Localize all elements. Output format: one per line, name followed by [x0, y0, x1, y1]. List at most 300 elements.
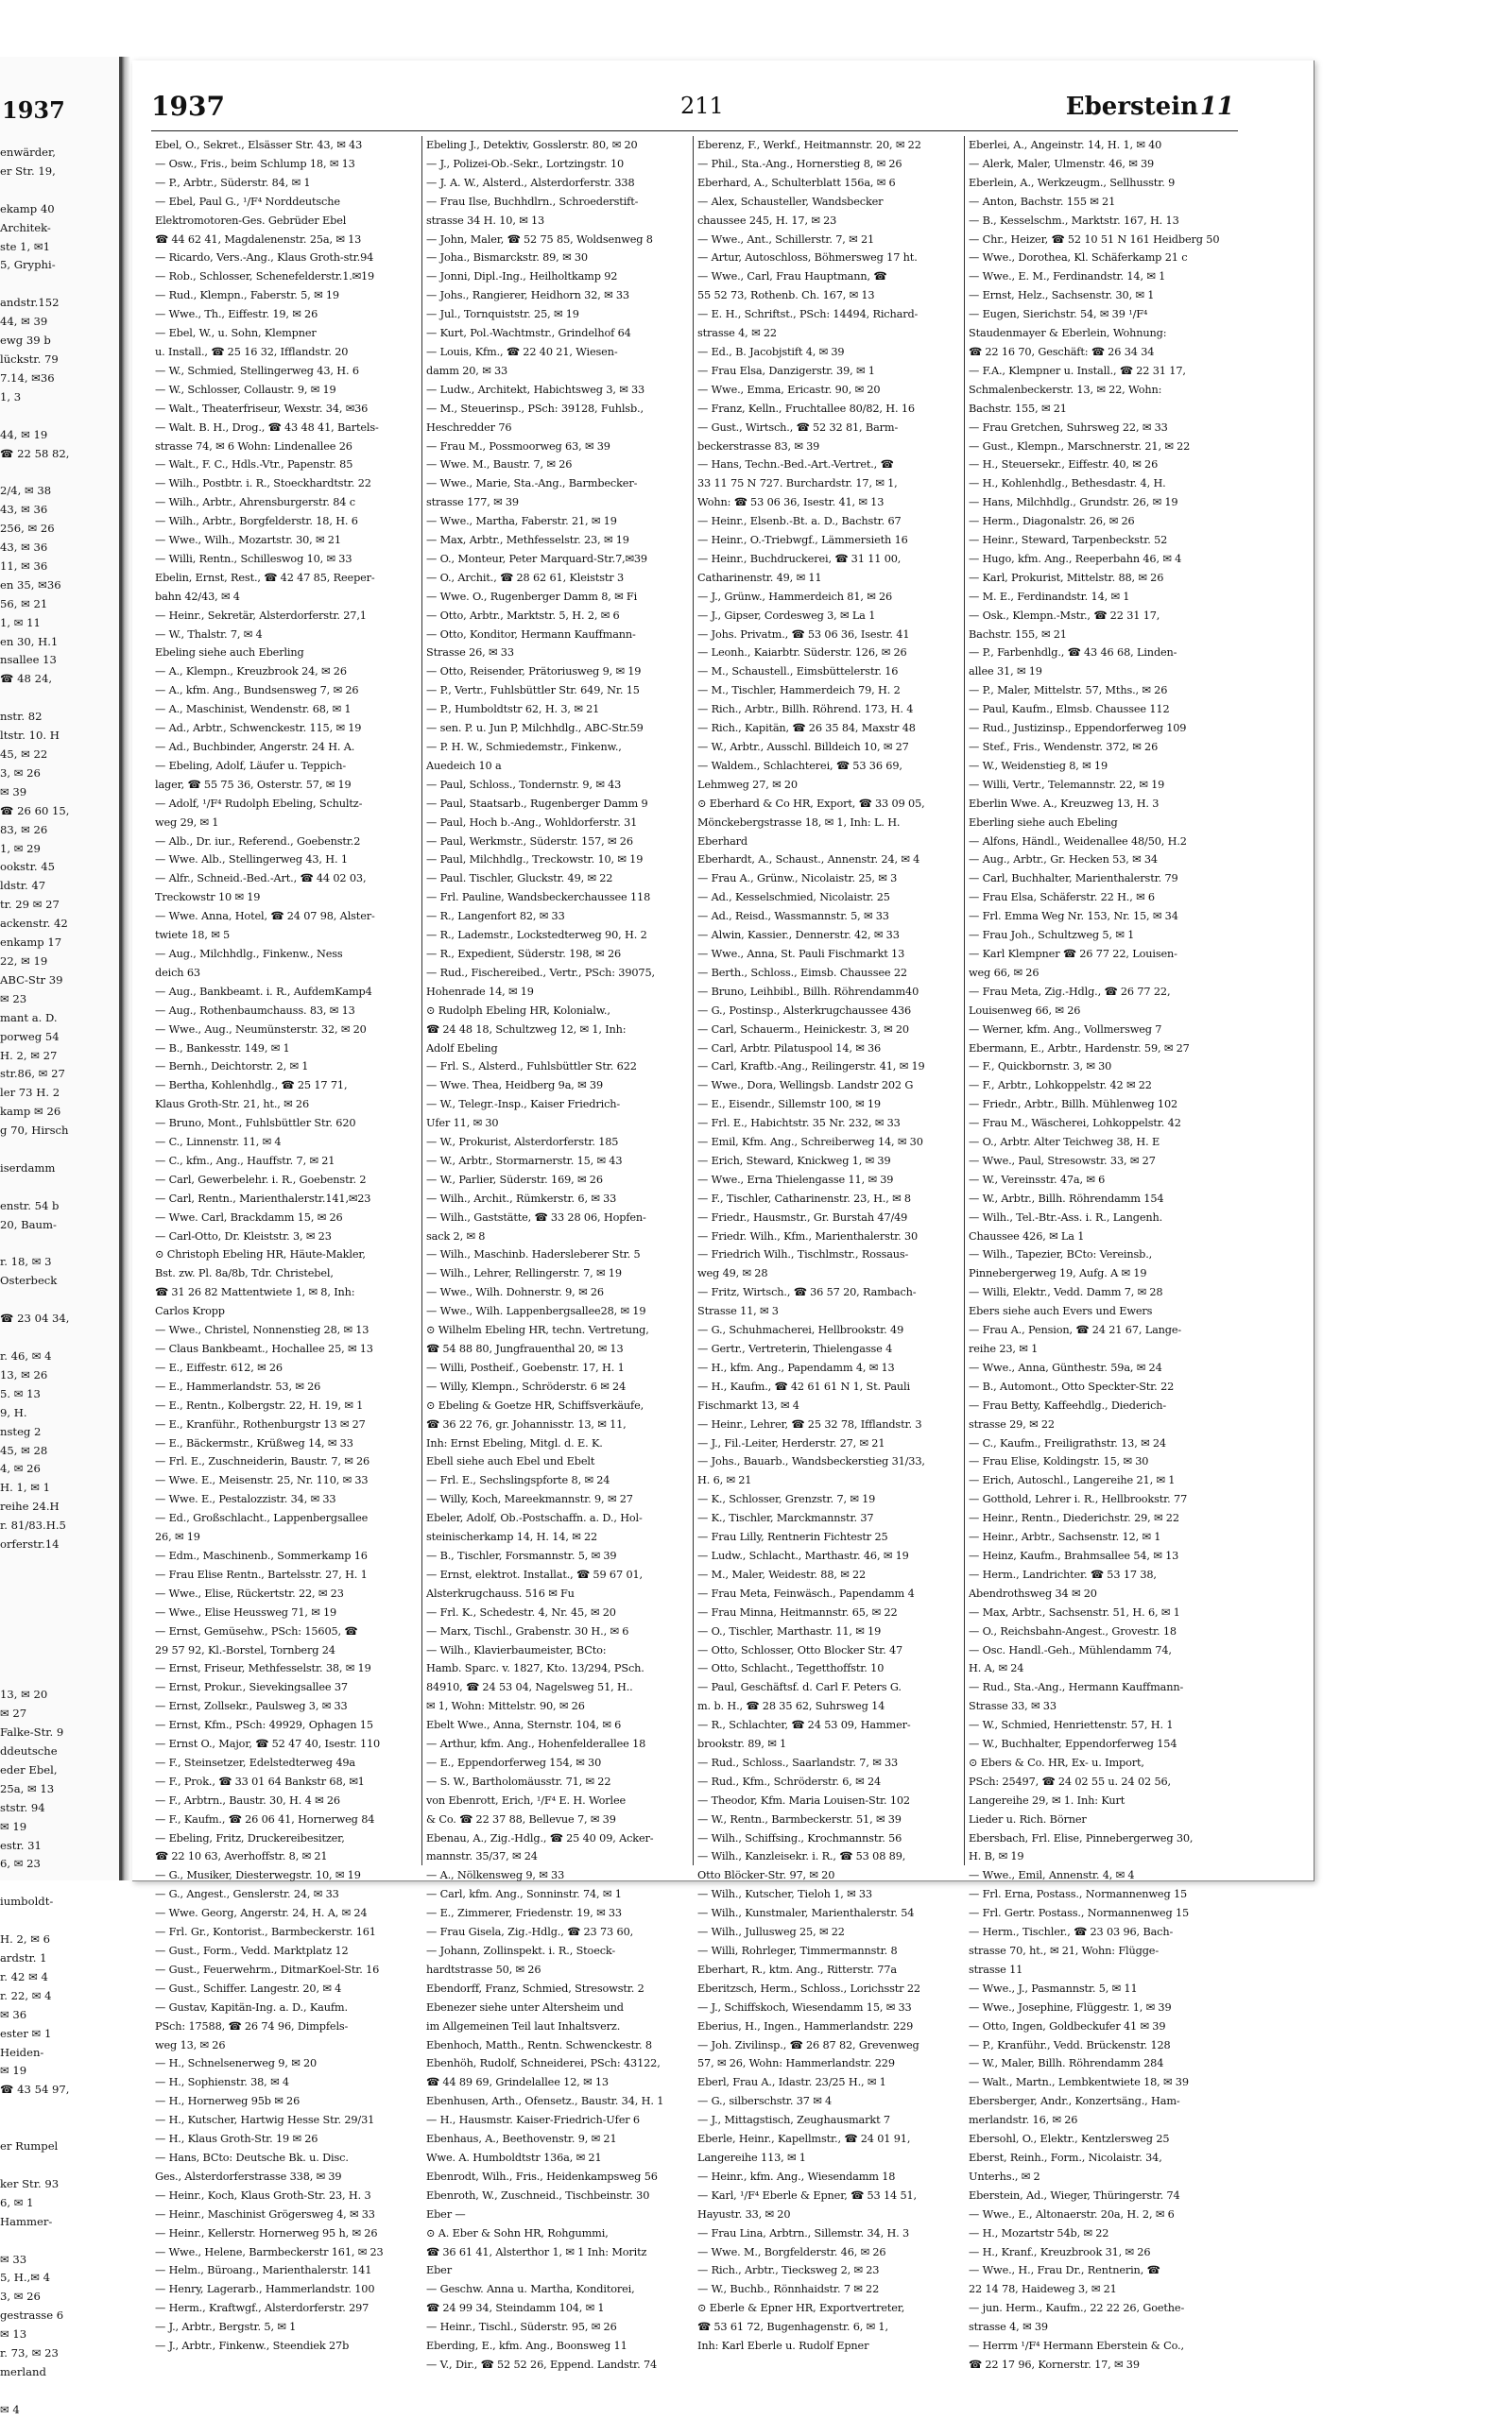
directory-entry-line: — J., Fil.-Leiter, Herderstr. 27, ✉ 21 [697, 1436, 885, 1450]
directory-entry-line: — W., Schmied, Henriettenstr. 57, H. 1 [969, 1719, 1174, 1732]
previous-page-line [0, 1592, 115, 1611]
previous-page-line: merland [0, 2364, 46, 2378]
previous-page-line: r. 73, ✉ 23 [0, 2346, 59, 2360]
directory-entry-line: — Arthur, kfm. Ang., Hohenfelderallee 18 [426, 1738, 646, 1751]
directory-entry-line: strasse 34 H. 10, ✉ 13 [426, 214, 545, 227]
previous-page-line: 7.14, ✉36 [0, 370, 55, 385]
directory-entry-line: — Jonni, Dipl.-Ing., Heilholtkamp 92 [426, 270, 618, 283]
directory-entry-line: — Frl. E., Habichtstr. 35 Nr. 232, ✉ 33 [697, 1117, 901, 1130]
directory-entry-line: von Ebenrott, Erich, ¹/F⁴ E. H. Worlee [426, 1794, 627, 1807]
directory-entry-line: Strasse 11, ✉ 3 [697, 1305, 779, 1318]
directory-entry-line: — Friedr. Wilh., Kfm., Marienthalerstr. 30 [697, 1229, 919, 1243]
directory-entry-line: — John, Maler, ☎ 52 75 85, Woldsenweg 8 [426, 232, 653, 246]
directory-entry-line: m. b. H., ☎ 28 35 62, Suhrsweg 14 [697, 1700, 885, 1713]
directory-entry-line: u. Install., ☎ 25 16 32, Ifflandstr. 20 [155, 345, 349, 358]
previous-page-line: 5, Gryphi- [0, 258, 56, 272]
directory-entry-line: — Ludw., Architekt, Habichtsweg 3, ✉ 33 [426, 383, 645, 396]
directory-entry-line: — Marx, Tischl., Grabenstr. 30 H., ✉ 6 [426, 1624, 629, 1638]
directory-entry-line: — Ernst, Kfm., PSch: 49929, Ophagen 15 [155, 1719, 373, 1732]
previous-page-edge [0, 57, 121, 2416]
directory-entry-line: ☎ 54 88 80, Jungfrauenthal 20, ✉ 13 [426, 1343, 624, 1355]
directory-entry-line: Ufer 11, ✉ 30 [426, 1117, 499, 1130]
directory-entry-line: Inh: Karl Eberle u. Rudolf Epner [697, 2340, 869, 2353]
previous-page-line: 5, H.,✉ 4 [0, 2271, 51, 2285]
directory-entry-line: strasse 74, ✉ 6 Wohn: Lindenallee 26 [155, 439, 352, 453]
directory-entry-line: H. B, ✉ 19 [969, 1850, 1024, 1863]
directory-entry-line: Ebers siehe auch Evers und Ewers [969, 1305, 1153, 1318]
previous-page-line: ✉ 39 [0, 784, 27, 798]
directory-entry-line: Eberhard [697, 834, 748, 848]
directory-entry-line: — W., Rentn., Barmbeckerstr. 51, ✉ 39 [697, 1812, 902, 1826]
directory-entry-line: ☎ 36 22 76, gr. Johannisstr. 13, ✉ 11, [426, 1417, 627, 1431]
directory-entry-line: Eberst, Reinh., Form., Nicolaistr. 34, [969, 2151, 1162, 2164]
directory-entry-line: — Wwe., Dorothea, Kl. Schäferkamp 21 c [969, 251, 1188, 265]
previous-page-line: ✉ 23 [0, 991, 27, 1005]
previous-page-line [0, 1573, 115, 1592]
directory-entry-line: — R., Lademstr., Lockstedterweg 90, H. 2 [426, 929, 647, 942]
previous-page-line: kamp ✉ 26 [0, 1105, 61, 1119]
directory-entry-line: — Frl. E., Zuschneiderin, Baustr. 7, ✉ 26 [155, 1455, 370, 1468]
directory-entry-line: strasse 177, ✉ 39 [426, 496, 519, 509]
directory-entry-line: Catharinenstr. 49, ✉ 11 [697, 571, 822, 584]
directory-entry-line: — Ernst, Gemüsehw., PSch: 15605, ☎ [155, 1624, 358, 1638]
previous-page-line [0, 275, 115, 294]
previous-page-line: str.86, ✉ 27 [0, 1067, 65, 1081]
previous-page-line [0, 1874, 115, 1893]
directory-entry-line: — Joh. Zivilinsp., ☎ 26 87 82, Grevenweg [697, 2038, 919, 2051]
previous-page-line: ☎ 22 58 82, [0, 446, 70, 460]
directory-entry-line: — W., Vereinsstr. 47a, ✉ 6 [969, 1173, 1106, 1186]
directory-entry-line: — Wwe., Helene, Barmbeckerstr 161, ✉ 23 [155, 2245, 384, 2258]
directory-entry-line: — Herm., Landrichter. ☎ 53 17 38, [969, 1568, 1157, 1581]
previous-page-line [0, 2119, 115, 2137]
directory-entry-line: Eberling siehe auch Ebeling [969, 815, 1118, 829]
directory-entry-line: 26, ✉ 19 [155, 1531, 200, 1544]
previous-page-line: porweg 54 [0, 1029, 60, 1043]
directory-entry-line: — Johs. Privatm., ☎ 53 06 36, Isestr. 41 [697, 627, 910, 641]
previous-page-line: 43, ✉ 36 [0, 541, 48, 555]
directory-entry-line: bahn 42/43, ✉ 4 [155, 590, 240, 603]
directory-entry-line: — Wwe., E. M., Ferdinandstr. 14, ✉ 1 [969, 270, 1166, 283]
previous-page-line: gestrasse 6 [0, 2308, 64, 2323]
directory-entry-line: — Heinr., Kellerstr. Hornerweg 95 h, ✉ 26 [155, 2226, 378, 2240]
previous-page-line [0, 2382, 115, 2401]
previous-page-line: g 70, Hirsch [0, 1124, 69, 1138]
directory-entry-line: — Heinr., Rentn., Diederichstr. 29, ✉ 22 [969, 1512, 1179, 1525]
directory-entry-line: ☎ 36 61 41, Alsterthor 1, ✉ 1 Inh: Moritz [426, 2245, 647, 2258]
directory-entry-line: — Walt., F. C., Hdls.-Vtr., Papenstr. 85 [155, 458, 353, 472]
directory-entry-line: — F., Arbtr., Lohkoppelstr. 42 ✉ 22 [969, 1079, 1152, 1092]
directory-entry-line: — P., Kranführ., Vedd. Brückenstr. 128 [969, 2038, 1171, 2051]
directory-entry-line: — Ed., B. Jacobjstift 4, ✉ 39 [697, 345, 845, 358]
directory-entry-line: — M., Steuerinsp., PSch: 39128, Fuhlsb., [426, 402, 644, 415]
directory-entry-line: — Ebeling, Fritz, Druckereibesitzer, [155, 1831, 345, 1845]
previous-page-line [0, 1141, 115, 1159]
previous-page-line: 5. ✉ 13 [0, 1386, 41, 1400]
directory-entry-line: Otto Blöcker-Str. 97, ✉ 20 [697, 1869, 835, 1882]
directory-entry-line: — R., Langenfort 82, ✉ 33 [426, 910, 565, 923]
previous-page-line: orferstr.14 [0, 1537, 60, 1552]
directory-entry-line: — Carl, Arbtr. Pilatuspool 14, ✉ 36 [697, 1041, 882, 1055]
directory-entry-line: — Wilh., Kanzleisekr. i. R., ☎ 53 08 89, [697, 1850, 906, 1863]
directory-entry-line: Strasse 33, ✉ 33 [969, 1700, 1057, 1713]
directory-entry-line: — O., Archit., ☎ 28 62 61, Kleiststr 3 [426, 571, 625, 584]
previous-page-line: Osterbeck [0, 1274, 58, 1288]
directory-entry-line: — Paul, Kaufm., Elmsb. Chaussee 112 [969, 703, 1170, 716]
directory-entry-line: Eberstein, Ad., Wieger, Thüringerstr. 74 [969, 2188, 1180, 2202]
directory-entry-line: — R., Expedient, Süderstr. 198, ✉ 26 [426, 947, 622, 960]
directory-entry-line: weg 49, ✉ 28 [697, 1267, 768, 1280]
directory-entry-line: — Bruno, Leihbibl., Billh. Röhrendamm40 [697, 985, 919, 998]
directory-entry-line: beckerstrasse 83, ✉ 39 [697, 439, 820, 453]
previous-page-line [0, 1235, 115, 1254]
previous-page-line [0, 1667, 115, 1686]
directory-entry-line: twiete 18, ✉ 5 [155, 929, 231, 942]
previous-page-line: ester ✉ 1 [0, 2026, 52, 2040]
previous-page-line: enstr. 54 b [0, 1198, 60, 1212]
directory-entry-line: — M., Schaustell., Eimsbüttelerstr. 16 [697, 665, 899, 678]
previous-page-line [0, 407, 115, 426]
directory-entry-line: — Rud., Sta.-Ang., Hermann Kauffmann- [969, 1681, 1184, 1694]
directory-entry-line: Louisenweg 66, ✉ 26 [969, 1004, 1081, 1017]
directory-entry-line: — A., Nölkensweg 9, ✉ 33 [426, 1869, 565, 1882]
directory-entry-line: — Edm., Maschinenb., Sommerkamp 16 [155, 1549, 368, 1562]
directory-entry-line: ⊙ Eberle & Epner HR, Exportvertreter, [697, 2302, 905, 2315]
directory-entry-line: — F.A., Klempner u. Install., ☎ 22 31 17, [969, 364, 1186, 377]
directory-entry-line: Ebenezer siehe unter Altersheim und [426, 2000, 624, 2014]
directory-entry-line: — F., Steinsetzer, Edelstedterweg 49a [155, 1756, 355, 1769]
directory-entry-line: — Carl, Gewerbelehr. i. R., Goebenstr. 2 [155, 1173, 367, 1186]
directory-entry-line: — Wwe., J., Pasmannstr. 5, ✉ 11 [969, 1982, 1138, 1995]
directory-entry-line: — S. W., Bartholomäusstr. 71, ✉ 22 [426, 1775, 611, 1788]
directory-entry-line: im Allgemeinen Teil laut Inhaltsverz. [426, 2019, 621, 2033]
directory-entry-line: — W., Schlosser, Collaustr. 9, ✉ 19 [155, 383, 336, 396]
directory-entry-line: — A., Klempn., Kreuzbrook 24, ✉ 26 [155, 665, 347, 678]
directory-entry-line: — Frau Elsa, Danzigerstr. 39, ✉ 1 [697, 364, 875, 377]
directory-entry-line: Eber — [426, 2207, 466, 2221]
previous-page-line: nsteg 2 [0, 1424, 42, 1438]
directory-entry-line: — F., Arbtrn., Baustr. 30, H. 4 ✉ 26 [155, 1794, 340, 1807]
previous-page-line: iumboldt- [0, 1895, 54, 1909]
directory-entry-line: — Wwe., Emil, Annenstr. 4, ✉ 4 [969, 1869, 1135, 1882]
directory-entry-line: 55 52 73, Rothenb. Ch. 167, ✉ 13 [697, 289, 875, 302]
directory-entry-line: — Paul, Werkmstr., Süderstr. 157, ✉ 26 [426, 834, 633, 848]
directory-entry-line: — Fritz, Wirtsch., ☎ 36 57 20, Rambach- [697, 1286, 917, 1299]
directory-entry-line: — E., Eiffestr. 612, ✉ 26 [155, 1361, 283, 1374]
directory-entry-line: — Ebeling, Adolf, Läufer u. Teppich- [155, 759, 346, 772]
directory-entry-line: — Wilh., Tel.-Btr.-Ass. i. R., Langenh. [969, 1210, 1163, 1224]
directory-entry-line: ⊙ Eberhard & Co HR, Export, ☎ 33 09 05, [697, 797, 925, 810]
directory-entry-line: — Walt. B. H., Drog., ☎ 43 48 41, Bartels- [155, 420, 379, 434]
directory-entry-line: lager, ☎ 55 75 36, Osterstr. 57, ✉ 19 [155, 778, 352, 791]
directory-entry-line: hardtstrasse 50, ✉ 26 [426, 1963, 541, 1976]
directory-entry-line: ☎ 31 26 82 Mattentwiete 1, ✉ 8, Inh: [155, 1286, 355, 1299]
directory-entry-line: — J., Gipser, Cordesweg 3, ✉ La 1 [697, 609, 876, 622]
directory-entry-line: Ebendorff, Franz, Schmied, Stresowstr. 2 [426, 1982, 644, 1995]
directory-entry-line: — M., Tischler, Hammerdeich 79, H. 2 [697, 684, 901, 697]
directory-entry-line: — Frl. Erna, Postass., Normannenweg 15 [969, 1888, 1188, 1901]
directory-entry-line: — K., Schlosser, Grenzstr. 7, ✉ 19 [697, 1493, 876, 1506]
directory-entry-line: — H., Kaufm., ☎ 42 61 61 N 1, St. Pauli [697, 1380, 910, 1393]
directory-entry-line: — E., Zimmerer, Friedenstr. 19, ✉ 33 [426, 1907, 622, 1920]
previous-page-line: er Rumpel [0, 2139, 59, 2154]
directory-entry-line: — W., Thalstr. 7, ✉ 4 [155, 627, 263, 641]
directory-entry-line: — C., Linnenstr. 11, ✉ 4 [155, 1136, 282, 1149]
directory-entry-line: mannstr. 35/37, ✉ 24 [426, 1850, 538, 1863]
directory-entry-line: — W., Arbtr., Billh. Röhrendamm 154 [969, 1192, 1164, 1205]
directory-entry-line: — Wwe., Elise, Rückertstr. 22, ✉ 23 [155, 1587, 344, 1600]
directory-entry-line: — Ernst, elektrot. Installat., ☎ 59 67 01, [426, 1568, 643, 1581]
directory-entry-line: — H., kfm. Ang., Papendamm 4, ✉ 13 [697, 1361, 895, 1374]
directory-entry-line: reihe 23, ✉ 1 [969, 1343, 1039, 1355]
directory-entry-line: merlandstr. 16, ✉ 26 [969, 2114, 1078, 2127]
directory-entry-line: — Willi, Rentn., Schilleswog 10, ✉ 33 [155, 552, 352, 565]
directory-entry-line: — B., Kesselschm., Marktstr. 167, H. 13 [969, 214, 1179, 227]
directory-entry-line: — Bernh., Deichtorstr. 2, ✉ 1 [155, 1060, 309, 1073]
previous-page-line: ker Str. 93 [0, 2176, 60, 2190]
directory-entry-line: strasse 4, ✉ 39 [969, 2321, 1048, 2334]
directory-entry-line: — E., Hammerlandstr. 53, ✉ 26 [155, 1380, 321, 1393]
previous-page-line [0, 2232, 115, 2251]
directory-entry-line: — Osc. Handl.-Geh., Mühlendamm 74, [969, 1643, 1172, 1656]
directory-entry-line: — Paul, Milchhdlg., Treckowstr. 10, ✉ 19 [426, 853, 644, 867]
directory-entry-line: Eber [426, 2264, 452, 2277]
directory-entry-line: — Willy, Klempn., Schröderstr. 6 ✉ 24 [426, 1380, 627, 1393]
directory-entry-line: — P., Farbenhdlg., ☎ 43 46 68, Linden- [969, 646, 1177, 660]
directory-entry-line: — Frau A., Pension, ☎ 24 21 67, Lange- [969, 1324, 1182, 1337]
directory-entry-line: — Frau Betty, Kaffeehdlg., Diederich- [969, 1399, 1167, 1412]
previous-page-line [0, 463, 115, 482]
previous-page-line: estr. 31 [0, 1838, 42, 1852]
previous-page-line: Architek- [0, 220, 51, 234]
directory-entry-line: ⊙ Rudolph Ebeling HR, Kolonialw., [426, 1004, 610, 1017]
directory-entry-line: — G., Angest., Genslerstr. 24, ✉ 33 [155, 1888, 339, 1901]
directory-entry-line: — J., Arbtr., Bergstr. 5, ✉ 1 [155, 2321, 297, 2334]
previous-page-line: 13, ✉ 20 [0, 1688, 48, 1702]
directory-entry-line: — H., Kohlenhdlg., Bethesdastr. 4, H. [969, 477, 1166, 490]
directory-entry-line: — Wilh., Jullusweg 25, ✉ 22 [697, 1926, 845, 1939]
directory-entry-line: — Alwin, Kassier., Dennerstr. 42, ✉ 33 [697, 929, 900, 942]
previous-page-line [0, 1178, 115, 1197]
directory-entry-line: — E., Eisendr., Sillemstr 100, ✉ 19 [697, 1098, 881, 1111]
directory-entry-line: Auedeich 10 a [426, 759, 502, 772]
directory-entry-line: — Heinr., Koch, Klaus Groth-Str. 23, H. 3 [155, 2188, 371, 2202]
previous-page-line: ✉ 13 [0, 2327, 27, 2342]
directory-entry-line: — H., Hausmstr. Kaiser-Friedrich-Ufer 6 [426, 2114, 640, 2127]
directory-entry-line: — Jul., Tornquiststr. 25, ✉ 19 [426, 308, 579, 321]
previous-page-line: ewg 39 b [0, 334, 51, 348]
directory-entry-line: — Ludw., Schlacht., Marthastr. 46, ✉ 19 [697, 1549, 909, 1562]
directory-entry-line: Ebel, O., Sekret., Elsässer Str. 43, ✉ 43 [155, 139, 363, 151]
header-rule [151, 130, 1238, 131]
directory-columns [155, 136, 1236, 2371]
directory-entry-line: deich 63 [155, 966, 200, 979]
directory-entry-line: — Ernst, Zollsekr., Paulsweg 3, ✉ 33 [155, 1700, 348, 1713]
directory-entry-line: — Frau Elsa, Schäferstr. 22 H., ✉ 6 [969, 891, 1155, 904]
directory-entry-line: — sen. P. u. Jun P, Milchhdlg., ABC-Str.59 [426, 722, 644, 735]
directory-entry-line: — Walt., Martn., Lembkentwiete 18, ✉ 39 [969, 2076, 1189, 2089]
directory-entry-line: — J. A. W., Alsterd., Alsterdorferstr. 338 [426, 176, 635, 189]
directory-entry-line: — Rich., Arbtr., Tiecksweg 2, ✉ 23 [697, 2264, 880, 2277]
directory-entry-line: — Wilh., Schiffsing., Krochmannstr. 56 [697, 1831, 902, 1845]
directory-entry-line: — Ebel, W., u. Sohn, Klempner [155, 327, 317, 340]
directory-entry-line: — E., Eppendorferweg 154, ✉ 30 [426, 1756, 602, 1769]
directory-entry-line: — O., Arbtr. Alter Teichweg 38, H. E [969, 1136, 1160, 1149]
previous-page-line: 44, ✉ 19 [0, 427, 48, 441]
previous-page-line: ✉ 27 [0, 1707, 27, 1721]
previous-page-line: enkamp 17 [0, 935, 62, 950]
directory-entry-line: — Max, Arbtr., Sachsenstr. 51, H. 6, ✉ 1 [969, 1605, 1180, 1619]
directory-entry-line: — Paul, Hoch b.-Ang., Wohldorferstr. 31 [426, 815, 638, 829]
directory-entry-line: — Artur, Autoschloss, Böhmersweg 17 ht. [697, 251, 918, 265]
directory-entry-line: chaussee 245, H. 17, ✉ 23 [697, 214, 837, 227]
directory-entry-line: — Ernst, Friseur, Methfesselstr. 38, ✉ 19 [155, 1662, 371, 1675]
directory-entry-line: PSch: 25497, ☎ 24 02 55 u. 24 02 56, [969, 1775, 1171, 1788]
directory-entry-line: Ebenhoch, Matth., Rentn. Schwenckestr. 8 [426, 2038, 652, 2051]
directory-entry-line: — Heinr., Steward, Tarpenbeckstr. 52 [969, 534, 1168, 547]
directory-entry-line: — Carl-Otto, Dr. Kleiststr. 3, ✉ 23 [155, 1229, 332, 1243]
directory-entry-line: — Ad., Reisd., Wassmannstr. 5, ✉ 33 [697, 910, 889, 923]
directory-entry-line: Carlos Kropp [155, 1305, 225, 1318]
directory-entry-line: — Phil., Sta.-Ang., Hornerstieg 8, ✉ 26 [697, 157, 902, 170]
directory-entry-line: — Frau Ilse, Buchhdlrn., Schroederstift- [426, 195, 639, 208]
section-number: 11 [1199, 93, 1234, 121]
directory-entry-line: — H., Schnelsenerweg 9, ✉ 20 [155, 2057, 318, 2070]
previous-page-line: ✉ 33 [0, 2252, 27, 2266]
directory-entry-line: — J., Polizei-Ob.-Sekr., Lortzingstr. 10 [426, 157, 625, 170]
directory-entry-line: — Frau Gisela, Zig.-Hdlg., ☎ 23 73 60, [426, 1926, 634, 1939]
previous-page-line: ☎ 23 04 34, [0, 1312, 70, 1326]
directory-entry-line: — Wwe. Thea, Heidberg 9a, ✉ 39 [426, 1079, 604, 1092]
directory-entry-line: Ebell siehe auch Ebel und Ebelt [426, 1455, 595, 1468]
directory-entry-line: — Herm., Tischler., ☎ 23 03 96, Bach- [969, 1926, 1174, 1939]
directory-entry-line: — Ricardo, Vers.-Ang., Klaus Groth-str.94 [155, 251, 374, 265]
directory-entry-line: — Carl, Schauerm., Heinickestr. 3, ✉ 20 [697, 1022, 909, 1036]
directory-entry-line: strasse 11 [969, 1963, 1023, 1976]
directory-entry-line: — Heinr., Maschinist Grögersweg 4, ✉ 33 [155, 2207, 375, 2221]
directory-entry-line: — W., Parlier, Süderstr. 169, ✉ 26 [426, 1173, 603, 1186]
directory-entry-line: — Wwe. E., Pestalozzistr. 34, ✉ 33 [155, 1493, 336, 1506]
directory-entry-line: — Otto, Schlacht., Tegetthoffstr. 10 [697, 1662, 885, 1675]
previous-page-line: H. 1, ✉ 1 [0, 1481, 51, 1495]
directory-entry-line: — Willi, Rohrleger, Timmermannstr. 8 [697, 1945, 898, 1957]
previous-page-line: 22, ✉ 19 [0, 953, 48, 968]
directory-entry-line: 84910, ☎ 24 53 04, Nagelsweg 51, H.. [426, 1681, 633, 1694]
directory-entry-line: Langereihe 113, ✉ 1 [697, 2151, 806, 2164]
directory-entry-line: — Wwe. Georg, Angerstr. 24, H. A, ✉ 24 [155, 1907, 368, 1920]
directory-entry-line: Elektromotoren-Ges. Gebrüder Ebel [155, 214, 347, 227]
previous-page-line: 2/4, ✉ 38 [0, 484, 52, 498]
directory-entry-line: — Wwe., Marie, Sta.-Ang., Barmbecker- [426, 477, 638, 490]
directory-entry-line: Unterhs., ✉ 2 [969, 2170, 1040, 2183]
directory-entry-line: — Frl. Gertr. Postass., Normannenweg 15 [969, 1907, 1190, 1920]
directory-entry-line: — Wwe. Alb., Stellingerweg 43, H. 1 [155, 853, 348, 867]
directory-entry-line: — Helm., Büroang., Marienthalerstr. 141 [155, 2264, 372, 2277]
directory-entry-line: — F., Kaufm., ☎ 26 06 41, Hornerweg 84 [155, 1812, 375, 1826]
directory-entry-line: — Louis, Kfm., ☎ 22 40 21, Wiesen- [426, 345, 618, 358]
previous-page-line: 3, ✉ 26 [0, 765, 41, 780]
previous-page-line: ste 1, ✉1 [0, 239, 50, 253]
previous-page-line: nstr. 82 [0, 710, 43, 724]
previous-page-line: Heiden- [0, 2045, 44, 2059]
directory-entry-line: — Rud., Kfm., Schröderstr. 6, ✉ 24 [697, 1775, 882, 1788]
directory-entry-line: — Franz, Kelln., Fruchtallee 80/82, H. 16 [697, 402, 915, 415]
directory-entry-line: — Hugo, kfm. Ang., Reeperbahn 46, ✉ 4 [969, 552, 1182, 565]
directory-entry-line: — Wilh., Archit., Rümkerstr. 6, ✉ 33 [426, 1192, 617, 1205]
directory-entry-line: — Wilh., Tapezier, BCto: Vereinsb., [969, 1248, 1153, 1261]
directory-entry-line: — Theodor, Kfm. Maria Louisen-Str. 102 [697, 1794, 910, 1807]
previous-page-line: 3, ✉ 26 [0, 2290, 41, 2304]
directory-entry-line: — Wwe., Paul, Stresowstr. 33, ✉ 27 [969, 1154, 1156, 1167]
directory-entry-line: — M., Maler, Weidestr. 88, ✉ 22 [697, 1568, 867, 1581]
directory-entry-line: — Willy, Koch, Mareekmannstr. 9, ✉ 27 [426, 1493, 633, 1506]
directory-entry-line: Alsterkrugchauss. 516 ✉ Fu [426, 1587, 575, 1600]
directory-entry-line: — Berth., Schloss., Eimsb. Chaussee 22 [697, 966, 907, 979]
directory-entry-line: — Ernst, Helz., Sachsenstr. 30, ✉ 1 [969, 289, 1155, 302]
directory-entry-line: — Wwe., Emma, Ericastr. 90, ✉ 20 [697, 383, 881, 396]
directory-entry-line: strasse 70, ht., ✉ 21, Wohn: Flügge- [969, 1945, 1159, 1957]
directory-entry-line: — C., kfm., Ang., Hauffstr. 7, ✉ 21 [155, 1154, 335, 1167]
directory-entry-line: — Karl, ¹/F⁴ Eberle & Epner, ☎ 53 14 51, [697, 2188, 917, 2202]
directory-entry-line: — Frau Elise, Koldingstr. 15, ✉ 30 [969, 1455, 1149, 1468]
directory-entry-line: ☎ 24 48 18, Schultzweg 12, ✉ 1, Inh: [426, 1022, 627, 1036]
directory-entry-line: weg 66, ✉ 26 [969, 966, 1040, 979]
directory-entry-line: — Ad., Kesselschmied, Nicolaistr. 25 [697, 891, 890, 904]
directory-entry-line: — Wwe., Th., Eiffestr. 19, ✉ 26 [155, 308, 318, 321]
directory-entry-line: — Gust., Wirtsch., ☎ 52 32 81, Barm- [697, 420, 899, 434]
directory-entry-line: — B., Tischler, Forsmannstr. 5, ✉ 39 [426, 1549, 617, 1562]
directory-entry-line: — Frau Elise Rentn., Bartelsstr. 27, H. 1 [155, 1568, 368, 1581]
previous-page-line [0, 1329, 115, 1347]
directory-entry-line: Eberl, Frau A., Idastr. 23/25 H., ✉ 1 [697, 2076, 886, 2089]
previous-page-text [0, 144, 115, 2420]
directory-entry-line: — Herm., Diagonalstr. 26, ✉ 26 [969, 515, 1135, 528]
directory-entry-line: — Adolf, ¹/F⁴ Rudolph Ebeling, Schultz- [155, 797, 363, 810]
directory-entry-line: Eberlein, A., Werkzeugm., Sellhusstr. 9 [969, 176, 1176, 189]
directory-entry-line: Lehmweg 27, ✉ 20 [697, 778, 798, 791]
directory-entry-line: — W., Prokurist, Alsterdorferstr. 185 [426, 1136, 619, 1149]
directory-entry-line: — Max, Arbtr., Methfesselstr. 23, ✉ 19 [426, 534, 629, 547]
directory-entry-line: — Wwe., Josephine, Flüggestr. 1, ✉ 39 [969, 2000, 1172, 2014]
directory-entry-line: Ebenau, A., Zig.-Hdlg., ☎ 25 40 09, Acker- [426, 1831, 654, 1845]
previous-page-line: ☎ 26 60 15, [0, 803, 70, 817]
previous-page-line: 11, ✉ 36 [0, 558, 48, 573]
previous-page-line [0, 2156, 115, 2175]
previous-page-line: H. 2, ✉ 6 [0, 1932, 51, 1947]
directory-entry-line: — G., Postinsp., Alsterkrugchaussee 436 [697, 1004, 912, 1017]
directory-entry-line: — Willi, Postheif., Goebenstr. 17, H. 1 [426, 1361, 625, 1374]
directory-entry-line: — Heinr., Tischl., Süderstr. 95, ✉ 26 [426, 2321, 617, 2334]
previous-page-line: 256, ✉ 26 [0, 522, 55, 536]
directory-entry-line: — Frau Minna, Heitmannstr. 65, ✉ 22 [697, 1605, 898, 1619]
directory-entry-line: — Hans, Milchhdlg., Grundstr. 26, ✉ 19 [969, 496, 1178, 509]
previous-page-line: ddeutsche [0, 1744, 58, 1759]
directory-entry-line: — P. H. W., Schmiedemstr., Finkenw., [426, 741, 622, 753]
directory-entry-line: — W., Buchb., Rönnhaidstr. 7 ✉ 22 [697, 2283, 880, 2296]
directory-entry-line: — Bruno, Mont., Fuhlsbüttler Str. 620 [155, 1117, 356, 1130]
directory-entry-line: — Johs., Bauarb., Wandsbeckerstieg 31/33, [697, 1455, 925, 1468]
directory-entry-line: Klaus Groth-Str. 21, ht., ✉ 26 [155, 1098, 310, 1111]
directory-entry-line: — Ernst O., Major, ☎ 52 47 40, Isestr. 110 [155, 1738, 381, 1751]
directory-entry-line: — W., Weidenstieg 8, ✉ 19 [969, 759, 1108, 772]
directory-entry-line: — Otto, Konditor, Hermann Kauffmann- [426, 627, 636, 641]
directory-entry-line: Strasse 26, ✉ 33 [426, 646, 514, 660]
directory-entry-line: Eberenz, F., Werkf., Heitmannstr. 20, ✉ 22 [697, 139, 921, 151]
directory-entry-line: — Leonh., Kaiarbtr. Süderstr. 126, ✉ 26 [697, 646, 907, 660]
directory-entry-line: Eberding, E., kfm. Ang., Boonsweg 11 [426, 2340, 627, 2353]
previous-page-line: ✉ 19 [0, 2064, 27, 2078]
directory-entry-line: — Wwe., Anna, Günthestr. 59a, ✉ 24 [969, 1361, 1162, 1374]
